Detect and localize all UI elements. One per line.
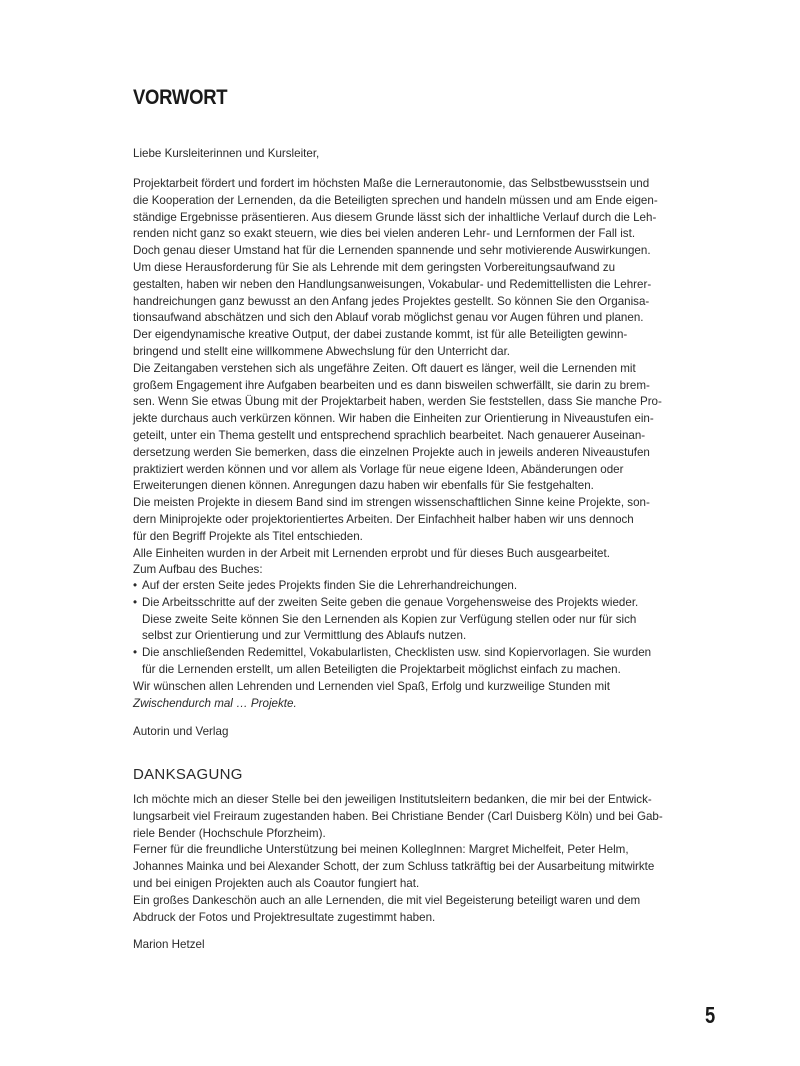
text-line: riele Bender (Hochschule Pforzheim). [133, 826, 326, 840]
text-line: dersetzung werden Sie bemerken, dass die einzelnen Projekte auch in jeweils anderen Niveaustufen [133, 445, 650, 459]
text-line: Die meisten Projekte in diesem Band sind im strengen wissenschaftlichen Sinne keine Projekte, son- [133, 496, 650, 510]
text-line: Doch genau dieser Umstand hat für die Lernenden spannende und sehr motivierende Auswirkungen. [133, 244, 651, 258]
text-line: Projektarbeit fördert und fordert im höchsten Maße die Lernerautonomie, das Selbstbewusstsein und [133, 177, 650, 190]
text-line: renden nicht ganz so exakt steuern, wie dies bei vielen anderen Lehr- und Lernformen der Fall ist. [133, 227, 636, 241]
text-line: jekte durchaus auch verkürzen können. Wir haben die Einheiten zur Orientierung in Niveaustufen ein- [133, 412, 654, 426]
text-line: dern Miniprojekte oder projektorientiertes Arbeiten. Der Einfachheit halber haben wir uns dennoch [133, 512, 634, 526]
text-line: für den Begriff Projekte als Titel entschieden. [133, 529, 363, 543]
list-item [133, 645, 673, 679]
text-line: Abdruck der Fotos und Projektresultate zugestimmt haben. [133, 910, 436, 924]
text-line: für die Lernenden erstellt, um allen Beteiligten die Projektarbeit möglichst einfach zu machen. [142, 662, 621, 676]
page-number: 5 [705, 1002, 716, 1028]
text-line: handreichungen ganz bewusst an den Anfang jedes Projektes gestellt. So können Sie den Organisa- [133, 294, 650, 308]
text-line: gestalten, haben wir neben den Handlungsanweisungen, Vokabular- und Redemittellisten die Lehrer- [133, 277, 652, 291]
text-line: • Die Arbeitsschritte auf der zweiten Seite geben die genaue Vorgehensweise des Projekts wieder. [142, 595, 639, 609]
author-signature: Marion Hetzel [133, 938, 205, 951]
text-line: • Auf der ersten Seite jedes Projekts finden Sie die Lehrerhandreichungen. [142, 579, 518, 592]
acknowledgements-text [133, 792, 673, 926]
closing [133, 679, 673, 713]
text-line: bringend und stellt eine willkommene Abwechslung für den Unterricht dar. [133, 344, 511, 358]
text-line: Zum Aufbau des Buches: [133, 563, 263, 577]
text-line: tionsaufwand abschätzen und sich den Ablauf vorab möglichst genau vor Augen führen und planen. [133, 311, 644, 325]
closing-line: Wir wünschen allen Lehrenden und Lernenden viel Spaß, Erfolg und kurzweilige Stunden mit [133, 680, 610, 693]
book-title: Zwischendurch mal … Projekte. [133, 696, 297, 710]
text-line: Der eigendynamische kreative Output, der dabei zustande kommt, ist für alle Beteiligten gewinn- [133, 328, 628, 342]
text-line: Johannes Mainka und bei Alexander Schott, der zum Schluss tatkräftig bei der Ausarbeitung mitwirkte [133, 860, 655, 874]
text-line: die Kooperation der Lernenden, da die Beteiligten sprechen und handeln müssen und am Ende eigen- [133, 193, 658, 207]
page-title: VORWORT [133, 86, 228, 109]
structure-list [133, 578, 673, 679]
text-line: Ich möchte mich an dieser Stelle bei den jeweiligen Institutsleitern bedanken, die mir bei der Entwick- [133, 793, 652, 806]
text-line: Alle Einheiten wurden in der Arbeit mit Lernenden erprobt und für dieses Buch ausgearbeitet. [133, 546, 610, 560]
text-line: Die Zeitangaben verstehen sich als ungefähre Zeiten. Oft dauert es länger, weil die Lernenden mit [133, 361, 636, 375]
text-line: Um diese Herausforderung für Sie als Lehrende mit dem geringsten Vorbereitungsaufwand zu [133, 260, 616, 274]
text-line: großem Engagement ihre Aufgaben bearbeiten und es dann bisweilen schwerfällt, sie darin zu brem- [133, 378, 650, 392]
body-text [133, 176, 673, 579]
text-line: sen. Wenn Sie etwas Übung mit der Projektarbeit haben, werden Sie feststellen, dass Sie manche Pro- [133, 395, 662, 409]
text-line: • Die anschließenden Redemittel, Vokabularlisten, Checklisten usw. sind Kopiervorlagen. Sie wurden [142, 646, 652, 660]
text-line: praktiziert werden können und vor allem als Vorlage für neue eigene Ideen, Abänderungen oder [133, 462, 624, 476]
text-line: Ein großes Dankeschön auch an alle Lernenden, die mit viel Begeisterung beteiligt waren und dem [133, 893, 641, 907]
text-line: Diese zweite Seite können Sie den Lernenden als Kopien zur Verfügung stellen oder nur für sich [142, 612, 637, 626]
text-line: und bei einigen Projekten auch als Coautor fungiert hat. [133, 876, 420, 890]
signature: Autorin und Verlag [133, 725, 229, 738]
text-line: selbst zur Orientierung und zur Vermittlung des Ablaufs nutzen. [142, 629, 467, 643]
greeting: Liebe Kursleiterinnen und Kursleiter, [133, 147, 320, 160]
text-line: Ferner für die freundliche Unterstützung bei meinen KollegInnen: Margret Michelfeit, Peter Helm, [133, 843, 629, 857]
text-line: Erweiterungen dienen können. Anregungen dazu haben wir ebenfalls für Sie festgehalten. [133, 479, 594, 493]
list-item [133, 578, 673, 595]
text-line: geteilt, unter ein Thema gestellt und entsprechend sprachlich bearbeitet. Nach genauerer Auseinan- [133, 428, 646, 442]
text-line: lungsarbeit viel Freiraum zugestanden haben. Bei Christiane Bender (Carl Duisberg Köln) und bei Gab- [133, 809, 663, 823]
acknowledgements-heading: DANKSAGUNG [133, 766, 243, 783]
text-line: ständige Ergebnisse präsentieren. Aus diesem Grunde lässt sich der inhaltliche Verlauf durch die Leh- [133, 210, 657, 224]
list-item [133, 595, 673, 645]
